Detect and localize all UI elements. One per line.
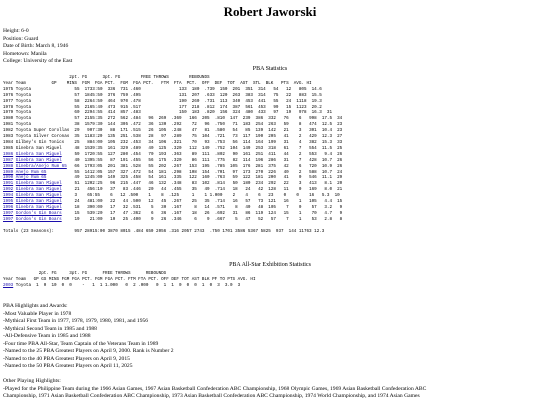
team-name[interactable]: Ginebra/Anejo Rum 65 (15, 163, 67, 169)
table-row (3, 181, 342, 186)
season-year: 1982 (3, 128, 14, 134)
season-stats: 59 1720:55 127 280 .454 70 193 .363 89 111 .802 90 161 251 411 44 2 553 9.4 26 (61, 151, 343, 157)
season-stats: 55 1412:05 157 327 .472 54 181 .298 108 154 .701 97 173 270 226 40 2 588 10.7 24 (46, 169, 343, 175)
team-link[interactable] (3, 187, 13, 192)
season-stats: 19 21:00 10 25 .400 9 26 .346 6 9 .667 5 47 52 57 7 1 53 2.8 8 (61, 216, 343, 222)
other-highlights-section (3, 378, 426, 401)
other-highlights-line: -Played for the Philippine Team during the 1966 Asian Games, 1967 Asian Basketball Confederation ABC Championship, 1968 Olympic Games, 1969 Asian Basketball Confederation ABC (3, 385, 427, 392)
season-year: 1981 (3, 122, 14, 128)
table-row (3, 140, 342, 145)
season-year: 1979 (3, 110, 14, 116)
season-year[interactable]: 1991 (3, 181, 14, 187)
team-link[interactable] (3, 175, 13, 180)
table-row (3, 105, 322, 110)
team-link[interactable] (3, 205, 13, 210)
table-row (3, 99, 322, 104)
season-year[interactable]: 1989 (3, 169, 14, 175)
team-name: Toyota (15, 86, 32, 92)
highlight-item: -Mythical First Team in 1977, 1978, 1979, 1980, 1981, and 1956 (3, 318, 149, 324)
table-header-columns: Year Team GP MINS FGM FGA PCT. FGM FGA PCT. FTM FTA PCT. OFF DEF TOT AST STL BLK PTS AVG. HI (3, 80, 312, 86)
season-stats: 60 2294:55 414 857 .483 150 183 .820 156 324 480 433 97 19 978 16.3 31 (31, 110, 333, 116)
season-year[interactable]: 1990 (3, 175, 14, 181)
totals-row: Totals (23 Seasons): 957 28915:00 3870 8015 .484 650 2056 .316 2057 2743 .750 1701 3586 5367 5825 937 144 11763 12.3 (3, 228, 325, 234)
season-stats: 49 1245:00 149 325 .458 54 161 .335 122 160 .763 59 122 181 200 41 0 546 11.1 29 (46, 175, 343, 181)
table-row (3, 122, 342, 127)
team-name: Toyota (15, 104, 32, 110)
pba-stats-table (3, 75, 342, 234)
table-header-groups: 2pt. FG 3pt. FG FREE THROWS REBOUNDS (3, 75, 210, 80)
highlights-section (3, 303, 174, 371)
table-row (3, 158, 342, 163)
season-stats: 3 65:55 6 12 .500 1 8 .125 1 1 1.000 2 4 6 23 0 0 16 5.3 10 (61, 193, 340, 199)
season-stats: 57 1845:50 376 759 .495 131 207 .633 120 263 383 314 75 22 883 15.5 (31, 92, 322, 98)
season-stats: 24 481:00 22 44 .500 12 45 .267 25 35 .714 16 57 73 121 16 1 105 4.4 15 (61, 199, 343, 205)
team-name[interactable]: Ginebra San Miguel (15, 193, 62, 199)
table-row (3, 193, 340, 198)
season-year: 1980 (3, 116, 14, 122)
table-row (3, 211, 342, 216)
team-name: Toyota Silver Coronas (15, 134, 70, 140)
season-stats: 35 1183:20 135 251 .538 28 97 .289 75 104 .721 73 117 190 205 41 2 429 12.3 27 (69, 134, 343, 140)
team-link[interactable] (3, 152, 13, 157)
highlight-item: -Named to the 50 PBA Greatest Players on April 11, 2025 (3, 363, 133, 369)
season-year: 1978 (3, 104, 14, 110)
table-row (3, 164, 342, 169)
table-row (3, 110, 332, 115)
team-link[interactable] (3, 158, 13, 163)
table-row (3, 146, 342, 151)
bio-height: Height: 6-0 (3, 28, 29, 34)
other-highlights-heading: Other Playing Highlights: (3, 378, 61, 384)
season-stats: 48 1539:35 161 329 .489 40 125 .320 112 149 .752 104 149 253 318 61 7 554 11.5 25 (61, 145, 343, 151)
season-stats: 29 907:30 88 171 .515 26 105 .248 47 81 .580 54 85 139 142 21 3 301 10.4 23 (69, 128, 343, 134)
season-year[interactable]: 1994 (3, 193, 14, 199)
table-row (3, 134, 342, 139)
team-link[interactable] (3, 181, 13, 186)
table-row (3, 175, 342, 180)
team-name[interactable]: Ginebra San Miguel (15, 157, 62, 163)
team-link[interactable] (3, 199, 13, 204)
table-row (3, 87, 322, 92)
bio-hometown: Hometown: Manila (3, 50, 47, 57)
season-year: 1983 (3, 134, 14, 140)
season-year: 1976 (3, 92, 14, 98)
team-name: Toyota (15, 110, 32, 116)
bio-college: College: University of the East (3, 58, 73, 65)
table-row (3, 116, 342, 121)
table-row (3, 199, 342, 204)
season-stats: 58 2264:50 464 970 .478 190 260 .731 113 340 453 441 55 24 1118 19.3 (31, 98, 322, 104)
season-stats: 15 539:20 17 47 .362 6 36 .167 18 26 .692 31 86 119 124 15 1 70 4.7 9 (61, 210, 343, 216)
table-row (3, 283, 240, 288)
team-name: Toyota Super Corollas (15, 128, 70, 134)
season-year[interactable]: 1987 (3, 157, 14, 163)
allstar-stats-title: PBA All-Star Exhibition Statistics (229, 262, 311, 268)
season-stats: 66 1793:05 201 381 .528 55 202 .267 153 195 .785 105 176 281 375 42 6 720 10.9 26 (66, 163, 343, 169)
player-name: Robert Jaworski (223, 4, 317, 19)
team-name: Toyota (15, 116, 32, 122)
bio-block (3, 28, 72, 66)
season-year-link[interactable]: 2003 (3, 282, 14, 288)
team-name: Toyota (15, 122, 32, 128)
allstar-stats: Toyota 1 0 10 0 0 - 1 1 1.000 0 2 .000 0 1 1 0 0 0 1 0 3 3.0 3 (13, 282, 241, 288)
highlight-item: -Most Valuable Player in 1978 (3, 310, 72, 317)
table-row (3, 217, 342, 222)
season-stats: 40 1395:55 87 191 .455 56 175 .320 86 111 .775 82 114 196 286 31 7 428 10.7 26 (61, 157, 343, 163)
team-link[interactable] (3, 164, 13, 169)
team-name: Toyota (15, 92, 32, 98)
season-stats: 21 456:10 37 83 .446 20 44 .455 35 49 .714 18 24 42 128 11 0 169 8.0 21 (61, 187, 343, 193)
team-name: Toyota (15, 98, 32, 104)
season-stats: 51 1202:25 96 215 .447 46 132 .348 83 102 .814 50 180 234 292 22 3 413 8.1 20 (61, 181, 343, 187)
table-row (3, 187, 342, 192)
season-year[interactable]: 1997 (3, 210, 14, 216)
allstar-stats-table (3, 271, 256, 289)
season-year: 1984 (3, 139, 14, 145)
season-year[interactable]: 1992 (3, 187, 14, 193)
team-name[interactable]: Ginebra San Miguel (15, 187, 62, 193)
highlight-item: -Named to the 25 PBA Greatest Players on April 9, 2000. Rank is Number 2 (3, 348, 174, 354)
team-name[interactable]: Anejo Rum 65 (15, 169, 47, 175)
season-stats: 18 390:00 17 32 .531 5 30 .167 8 14 .571 8 40 48 105 7 0 57 3.2 9 (61, 204, 343, 210)
bio-position: Position: Guard (3, 35, 39, 42)
team-name: Ginebra San Miguel (15, 145, 62, 151)
season-year: 1977 (3, 98, 14, 104)
highlight-item: -All-Defensive Team in 1985 and 1988 (3, 333, 91, 339)
team-name[interactable]: Ginebra San Miguel (15, 199, 62, 205)
highlights-heading: PBA Highlights and Awards: (3, 303, 68, 309)
season-year[interactable]: 1988 (3, 163, 14, 169)
season-year: 1975 (3, 86, 14, 92)
season-stats: 38 1579:30 144 305 .472 36 130 .292 72 96 .750 71 183 254 263 59 8 474 12.5 23 (31, 122, 343, 128)
team-name: Gilbey's Gin Tonics (15, 139, 65, 145)
pba-stats-title: PBA Statistics (252, 66, 288, 72)
bio-birthdate: Date of Birth: March 8, 1946 (3, 43, 69, 50)
team-name[interactable]: Gordon's Gin Boars (15, 210, 62, 216)
team-link[interactable] (3, 193, 13, 198)
season-stats: 55 2165:40 473 915 .517 177 218 .812 174 387 561 453 99 15 1123 20.2 (31, 104, 322, 110)
season-year[interactable]: 1997 (3, 216, 14, 222)
season-year[interactable]: 1996 (3, 204, 14, 210)
team-link[interactable] (3, 170, 13, 175)
other-highlights-line: Championship, 1971 Asian Basketball Confederation ABC Championship, 1973 Asian Basketball Confederation ABC Championship, 1974 World Championship, and 1974 Asian Games (3, 393, 420, 399)
table-header-groups: 2pt. FG 3pt. FG FREE THROWS REBOUNDS (3, 271, 167, 276)
table-row (3, 152, 342, 157)
table-row (3, 205, 342, 210)
season-stats: 55 1733:50 336 731 .460 133 180 .739 150 201 351 314 54 12 805 14.6 (31, 86, 322, 92)
table-row (3, 128, 342, 133)
team-name[interactable]: Ginebra San Miguel (15, 151, 62, 157)
season-year: 1985 (3, 145, 14, 151)
team-name[interactable]: Ginebra San Miguel (15, 204, 62, 210)
season-stats: 25 884:00 105 232 .453 34 106 .321 70 93 .753 56 114 164 199 31 4 382 15.3 33 (64, 139, 343, 145)
table-row (3, 170, 342, 175)
highlight-item: -Four time PBA All-Star, Team Captain of the Veterans Team in 1989 (3, 340, 159, 347)
team-link[interactable] (3, 211, 13, 216)
team-name[interactable]: Ginebra San Miguel (15, 181, 62, 187)
season-year[interactable]: 1995 (3, 199, 14, 205)
highlight-item: -Mythical Second Team in 1985 and 1988 (3, 325, 97, 332)
table-row (3, 93, 322, 98)
highlight-item: -Named to the 40 PBA Greatest Players on April 9, 2015 (3, 355, 130, 362)
team-link[interactable] (3, 217, 13, 222)
season-stats: 57 2155:35 272 562 .484 96 269 .369 166 205 .810 147 239 386 332 76 6 998 17.5 34 (31, 116, 343, 122)
team-name[interactable]: Gordon's Gin Boars (15, 216, 62, 222)
table-header-columns: Year Team GP GS MINS FGM FGA PCT. FGM FGA PCT. FTM FTA PCT. OFF DEF TOT AST BLK PF TO PTS AVG. HI (3, 276, 256, 282)
team-name[interactable]: Anejo Rum 65 (15, 175, 47, 181)
season-year[interactable]: 1986 (3, 151, 14, 157)
